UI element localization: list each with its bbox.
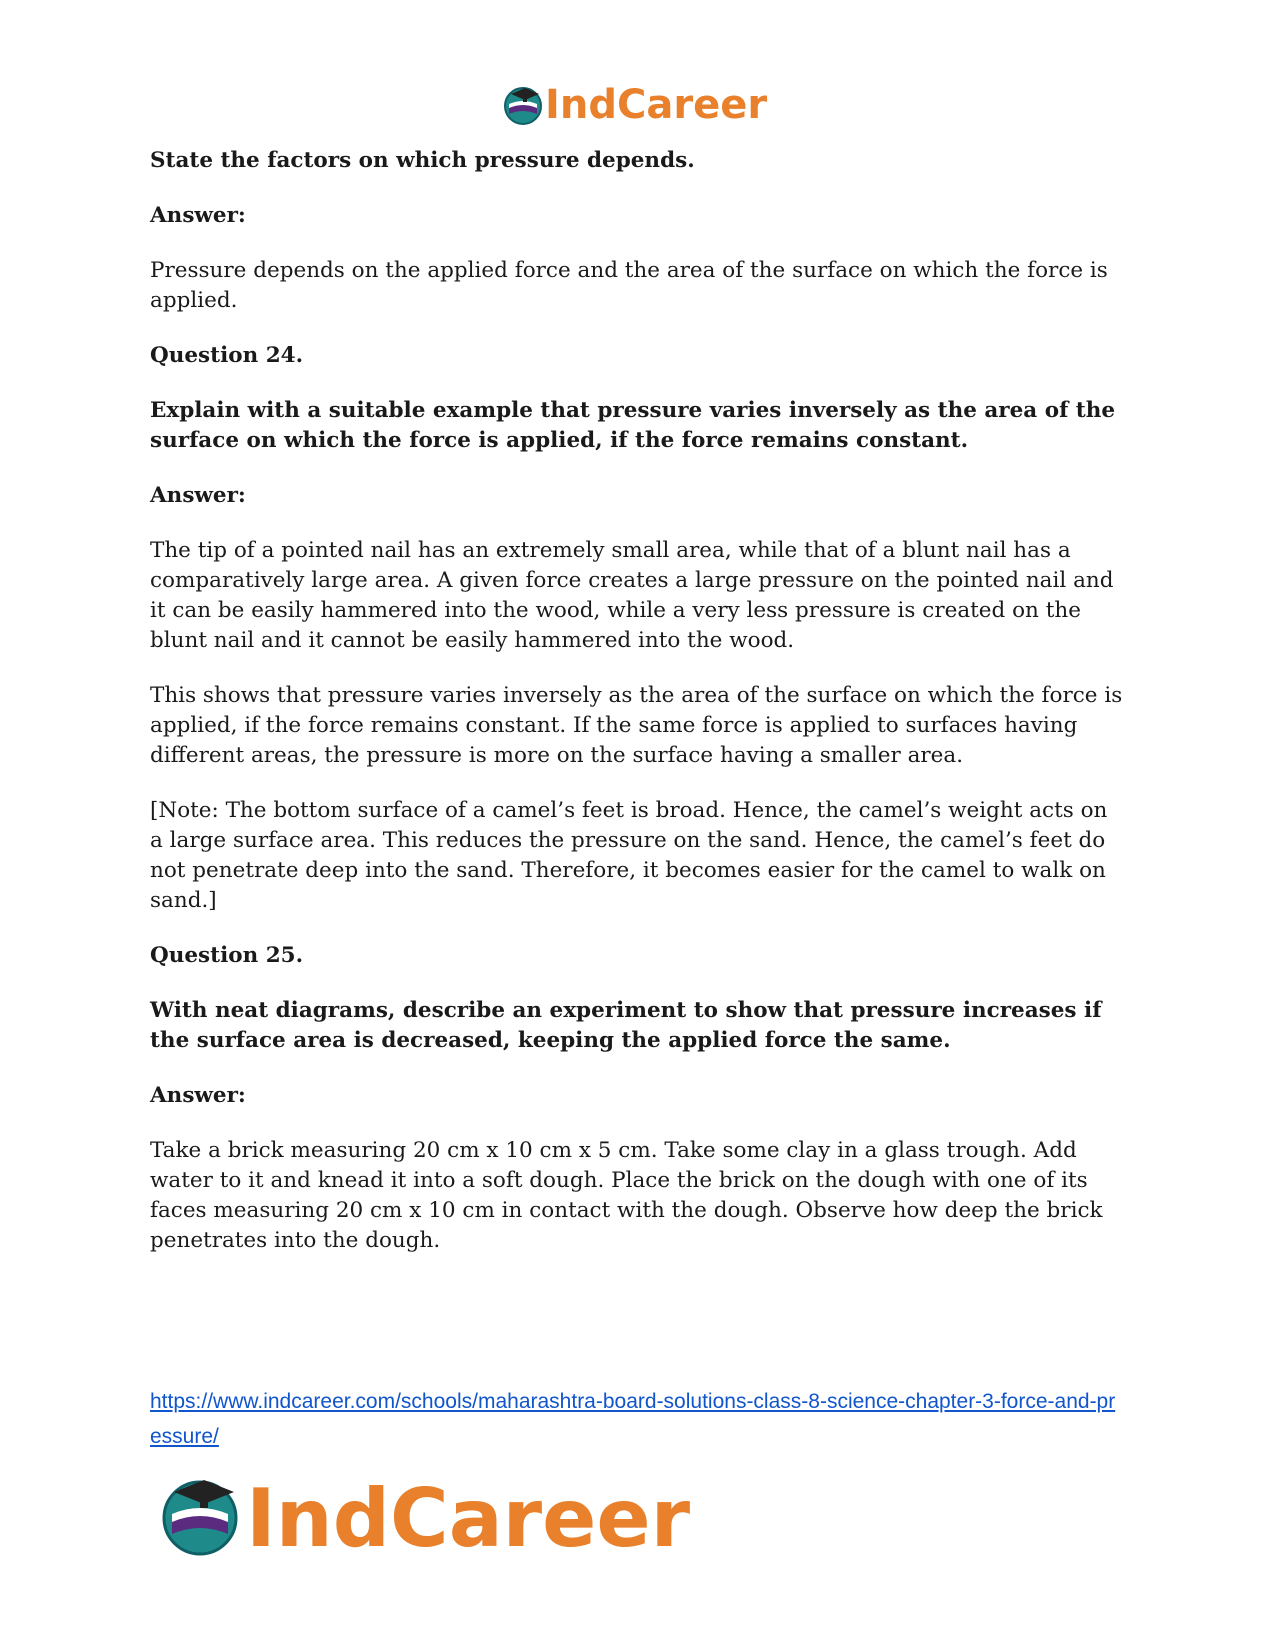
question-23-text: State the factors on which pressure depends.: [150, 148, 695, 173]
footer-logo-text: IndCareer: [246, 1472, 691, 1560]
answer-23: Pressure depends on the applied force and the area of the surface on which the force is applied.: [150, 258, 1108, 313]
question-24-text: Explain with a suitable example that pressure varies inversely as the area of the surface on which the force is applied, if the force remains constant.: [150, 398, 1116, 453]
answer-label-25: Answer:: [150, 1083, 246, 1108]
answer-label-23: Answer:: [150, 203, 246, 228]
question-25-text: With neat diagrams, describe an experiment to show that pressure increases if the surface area is decreased, keeping the applied force the same.: [150, 998, 1102, 1053]
answer-24-paragraph-1: The tip of a pointed nail has an extremely small area, while that of a blunt nail has a comparatively large area. A given force creates a large pressure on the pointed nail and it can be easily hammered into the wood, while a very less pressure is created on the blunt nail and it cannot be easily hammered into the wood.: [150, 538, 1114, 653]
answer-24-paragraph-2: This shows that pressure varies inversely as the area of the surface on which the force is applied, if the force remains constant. If the same force is applied to surfaces having different areas, the pressure is more on the surface having a smaller area.: [150, 683, 1123, 768]
header-logo: [503, 80, 773, 128]
question-24-label: Question 24.: [150, 343, 304, 368]
footer-logo: [160, 1470, 700, 1560]
graduation-book-globe-icon: [505, 88, 541, 124]
answer-25-paragraph-1: Take a brick measuring 20 cm x 10 cm x 5 cm. Take some clay in a glass trough. Add water to it and knead it into a soft dough. Place the brick on the dough with one of its faces measuring 20 cm x 10 cm in contact with the dough. Observe how deep the brick penetrates into the dough.: [150, 1138, 1103, 1253]
source-url-link[interactable]: https://www.indcareer.com/schools/maharashtra-board-solutions-class-8-science-chapter-3-force-and-pressure/: [150, 1390, 1116, 1448]
answer-24-note: [Note: The bottom surface of a camel’s feet is broad. Hence, the camel’s weight acts on a large surface area. This reduces the pressure on the sand. Hence, the camel’s feet do not penetrate deep into the sand. Therefore, it becomes easier for the camel to walk on sand.]: [150, 798, 1108, 913]
answer-label-24: Answer:: [150, 483, 246, 508]
graduation-book-globe-icon: [164, 1480, 236, 1554]
header-logo-text: IndCareer: [545, 82, 768, 128]
document-body: [150, 146, 1125, 1281]
question-25-label: Question 25.: [150, 943, 304, 968]
